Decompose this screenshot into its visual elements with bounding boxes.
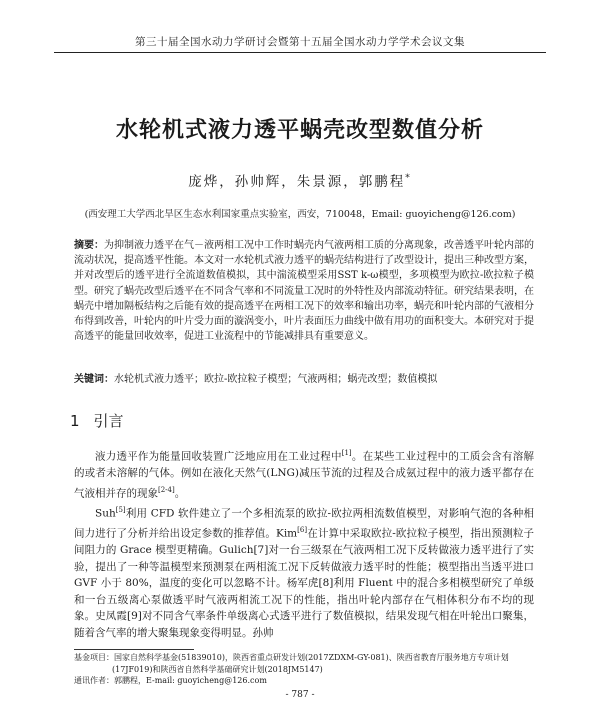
author-line [0, 170, 600, 190]
citation: [5] [115, 505, 126, 514]
contact-text: 郭鹏程，E-mail: guoyicheng@126.com [114, 676, 267, 685]
running-header: 第三十届全国水动力学研讨会暨第十五届全国水动力学学术会议文集 [54, 34, 546, 53]
section-number: 1 [70, 412, 80, 430]
paper-title: 水轮机式液力透平蜗壳改型数值分析 [115, 118, 484, 143]
keywords-label: 关键词： [74, 374, 114, 385]
paragraph-text: 在计算中采取欧拉-欧拉粒子模型，指出预测粒子间阻力的 Grace 模型更精确。Gulich[7]对一台三级泵在气液两相工况下反转做液力透平进行了实验，提出了一种等温模型来预测泵在两相流工况下反转做液力透平时的性能；模型指出当透平进口 GVF 小于 80%，温度的变化可以忽略不计。杨军虎[8]利用 Fluent 中的混合多相模型研究了单级和一台五级离心泵做透平时气液两相流工况下的性能，指出叶轮内部存在气相体积分布不均的现象。史凤霞[9]对不同含气率条件单级离心式透平进行了数值模拟，结果发现气相在叶轮出口聚集，随着含气率的增大聚集现象变得明显。孙帅 [74, 527, 534, 639]
contact-label: 通讯作者： [74, 676, 114, 685]
section-title: 引言 [93, 412, 124, 430]
funding-label: 基金项目： [74, 653, 114, 662]
keywords [74, 372, 534, 387]
contact-note [74, 675, 534, 687]
paragraph-text: 。 [174, 487, 186, 500]
footnotes [74, 652, 534, 687]
keywords-text: 水轮机式液力透平；欧拉-欧拉粒子模型；气液两相；蜗壳改型；数值模拟 [114, 374, 438, 385]
author-names: 庞烨，孙帅辉，朱景源，郭鹏程 [188, 174, 406, 190]
page-number: - 787 - [285, 690, 315, 700]
section-heading [70, 410, 124, 431]
citation: [6] [297, 525, 308, 534]
paragraph-text: 。在某些工业过程中的工质会含有溶解的或者未溶解的气体。例如在液化天然气(LNG)减压节流的过程及合成氨过程中的液力透平都存在气液相并存的现象 [74, 450, 534, 500]
paragraph [74, 502, 534, 642]
funding-note [74, 652, 534, 664]
funding-note-cont: (17JF019)和陕西省自然科学基础研究计划(2018JM5147) [112, 664, 323, 674]
affiliation: (西安理工大学西北旱区生态水利国家重点实验室，西安，710048，Email: guoyicheng@126.com) [84, 209, 516, 220]
abstract-label: 摘要： [74, 240, 104, 251]
body-text [74, 445, 534, 642]
footnote-divider [74, 649, 194, 650]
paragraph-text: Suh [95, 507, 116, 520]
paragraph-text: 液力透平作为能量回收装置广泛地应用在工业过程中 [95, 450, 342, 463]
citation: [2-4] [158, 485, 175, 494]
paragraph-text: 利用 CFD 软件建立了一个多相流泵的欧拉-欧拉两相流数值模型，对影响气泡的各种相间力进行了分析并给出设定参数的推荐值。Kim [74, 507, 534, 540]
abstract-text: 为抑制液力透平在气－液两相工况中工作时蜗壳内气液两相工质的分离现象，改善透平叶轮内部的流动状况，提高透平性能。本文对一水轮机式液力透平的蜗壳结构进行了改型设计，提出三种改型方案，并对改型后的透平进行全流道数值模拟，其中湍流模型采用SST k-ω模型，多项模型为欧拉-欧拉粒子模型。研究了蜗壳改型后透平在不同含气率和不同流量工况时的外特性及内部流动特征。研究结果表明，在蜗壳中增加隔板结构之后能有效的提高透平在两相工况下的效率和输出功率，蜗壳和叶轮内部的气液相分布得到改善，叶轮内的叶片受力面的漩涡变小，叶片表面压力曲线中做有用功的面积变大。本研究对于提高透平的能量回收效率，促进工业流程中的节能减排具有重要意义。 [74, 240, 534, 343]
corresponding-author-mark: * [405, 173, 412, 184]
abstract [74, 238, 534, 344]
paragraph [74, 445, 534, 502]
funding-text: 国家自然科学基金(51839010)，陕西省重点研发计划(2017ZDXM-GY-081)、陕西省教育厅服务地方专项计划 [114, 653, 509, 662]
citation: [1] [341, 449, 352, 457]
